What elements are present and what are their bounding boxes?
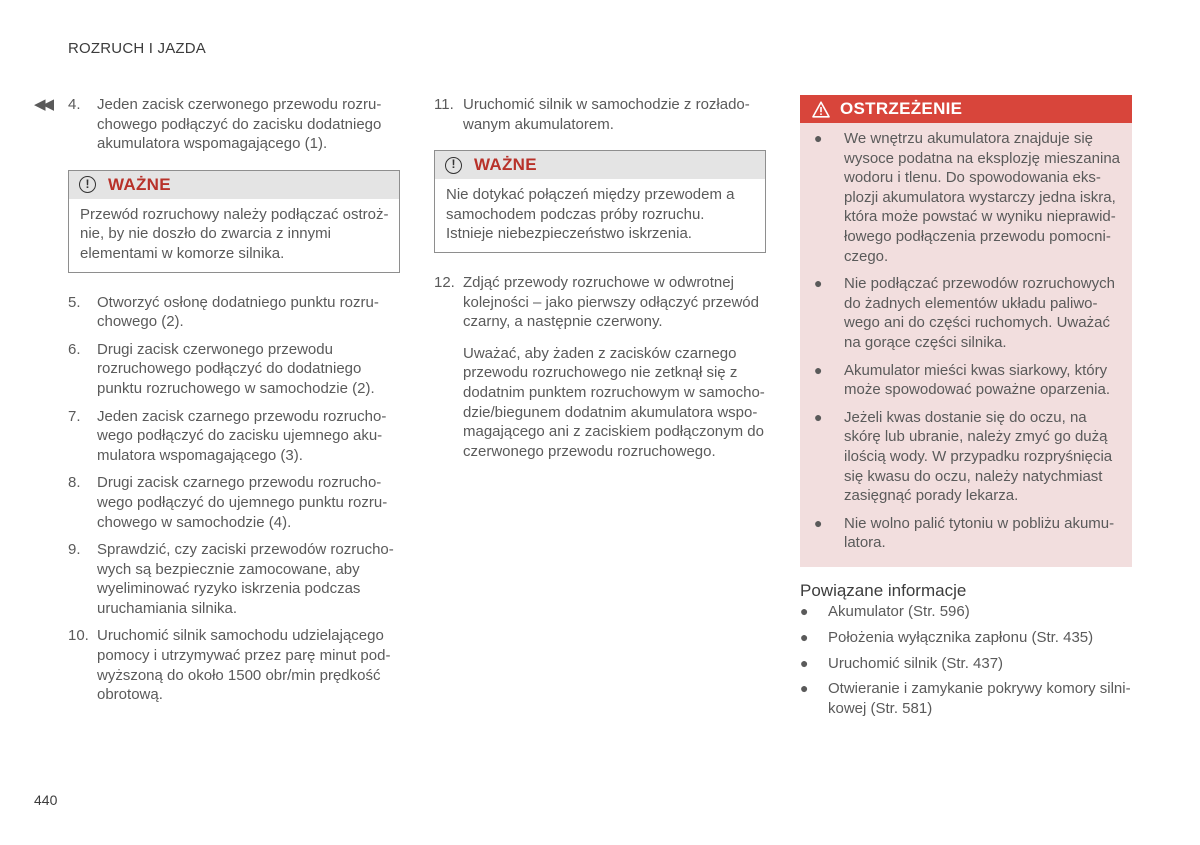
bullet-icon: ● xyxy=(800,603,809,620)
column-1 xyxy=(68,95,400,713)
step-number: 6. xyxy=(68,340,81,358)
bullet-icon: ● xyxy=(814,514,823,531)
note-header xyxy=(435,151,765,179)
step-text: Drugi zacisk czarnego przewodu rozruchowego podłączyć do ujemnego punktu rozruchowego w samochodzie (4). xyxy=(97,474,388,531)
note-text: Nie dotykać połączeń między przewodem a samochodem podczas próby rozruchu. Istnieje niebezpieczeństwo iskrzenia. xyxy=(446,186,735,243)
step-text: Drugi zacisk czerwonego przewodu rozruchowego podłączyć do dodatniego punktu rozruchowego w samochodzie (2). xyxy=(97,340,375,397)
important-note xyxy=(68,170,400,273)
warning-item-text: Jeżeli kwas dostanie się do oczu, na skórę lub ubranie, należy zmyć go dużą ilością wody. W przypadku rozpryśnięcia się kwasu do oczu, należy natychmiast zasięgnąć porady lekarza. xyxy=(844,408,1113,505)
step-number: 9. xyxy=(68,541,81,559)
note-text: Przewód rozruchowy należy podłączać ostrożnie, by nie doszło do zwarcia z innymi elementami w komorze silnika. xyxy=(80,205,389,262)
related-link[interactable] xyxy=(800,654,1132,674)
step-number: 4. xyxy=(68,96,81,113)
bullet-icon: ● xyxy=(814,275,823,292)
note-header xyxy=(69,171,399,199)
warning-item xyxy=(810,129,1120,266)
step-item xyxy=(68,340,400,399)
step-number: 8. xyxy=(68,474,81,492)
related-link-text[interactable]: Otwieranie i zamykanie pokrywy komory silnikowej (Str. 581) xyxy=(828,680,1131,717)
warning-item xyxy=(810,408,1120,506)
bullet-icon: ● xyxy=(800,654,809,671)
step-item xyxy=(434,95,766,134)
double-chevron-left-icon[interactable]: ◀◀ xyxy=(34,96,52,113)
related-link[interactable] xyxy=(800,628,1132,648)
warning-list xyxy=(800,123,1132,567)
warning-item-text: Nie podłączać przewodów rozruchowych do żadnych elementów układu paliwowego ani do części ruchomych. Uważać na gorące części silnika. xyxy=(844,275,1115,351)
related-link-text[interactable]: Położenia wyłącznika zapłonu (Str. 435) xyxy=(828,629,1094,647)
related-link[interactable] xyxy=(800,602,1132,622)
step-text: Sprawdzić, czy zaciski przewodów rozruchowych są bezpiecznie zamocowane, aby wyeliminować ryzyko iskrzenia podczas uruchamiania silnika. xyxy=(97,541,394,617)
step-item xyxy=(68,626,400,704)
warning-item xyxy=(810,361,1120,400)
step-text: Uruchomić silnik w samochodzie z rozładowanym akumulatorem. xyxy=(463,96,750,133)
note-title: WAŻNE xyxy=(474,155,537,175)
related-info-heading: Powiązane informacje xyxy=(800,580,967,600)
step-item xyxy=(68,95,400,154)
exclamation-circle-icon: ! xyxy=(445,157,462,174)
column-3 xyxy=(800,95,1132,724)
step-item xyxy=(68,540,400,618)
related-link-text[interactable]: Akumulator (Str. 596) xyxy=(828,603,970,621)
step-number: 5. xyxy=(68,293,81,311)
step-item xyxy=(68,293,400,332)
step-text: Otworzyć osłonę dodatniego punktu rozruchowego (2). xyxy=(97,293,379,331)
step-number: 12. xyxy=(434,273,455,291)
warning-item-text: Nie wolno palić tytoniu w pobliżu akumulatora. xyxy=(844,514,1115,552)
warning-item-text: Akumulator mieści kwas siarkowy, który może spowodować poważne oparzenia. xyxy=(844,361,1110,399)
bullet-icon: ● xyxy=(814,130,823,146)
step-text: Zdjąć przewody rozruchowe w odwrotnej kolejności – jako pierwszy odłączyć przewód czarny, a następnie czerwony. xyxy=(463,273,759,331)
bullet-icon: ● xyxy=(800,680,809,697)
important-note xyxy=(434,150,766,253)
bullet-icon: ● xyxy=(814,408,823,425)
warning-title: OSTRZEŻENIE xyxy=(840,99,963,119)
step-item xyxy=(434,273,766,332)
warning-item xyxy=(810,514,1120,553)
step-item xyxy=(68,473,400,532)
note-title: WAŻNE xyxy=(108,174,171,194)
step-text: Jeden zacisk czarnego przewodu rozruchowego podłączyć do zacisku ujemnego akumulatora wspomagającego (3). xyxy=(97,407,387,464)
step-number: 10. xyxy=(68,627,89,645)
step-paragraph: Uważać, aby żaden z zacisków czarnego przewodu rozruchowego nie zetknął się z dodatnim punktem rozruchowym w samochodzie/biegunem dodatnim akumulatora wspomagającego ani z zaciskiem podłączonym do czerwonego przewodu rozruchowego. xyxy=(463,344,765,460)
bullet-icon: ● xyxy=(800,629,809,646)
step-text: Uruchomić silnik samochodu udzielającego pomocy i utrzymywać przez parę minut podwyższoną do około 1500 obr/min prędkość obrotową. xyxy=(97,627,391,704)
page-number: 440 xyxy=(34,792,58,808)
step-item xyxy=(68,407,400,466)
section-title: ROZRUCH I JAZDA xyxy=(68,40,206,57)
column-2 xyxy=(434,95,766,461)
warning-header xyxy=(800,95,1132,123)
step-number: 11. xyxy=(434,96,454,113)
related-link[interactable] xyxy=(800,679,1132,718)
bullet-icon: ● xyxy=(814,361,823,378)
warning-item-text: We wnętrzu akumulatora znajduje się wysoce podatna na eksplozję mieszanina wodoru i tlenu. Do spowodowania eksplozji akumulatora wystarczy jedna iskra, która może powstać w wyniku nieprawidłowego podłączenia przewodu pomocniczego. xyxy=(844,130,1120,265)
warning-triangle-icon xyxy=(812,101,830,118)
exclamation-circle-icon: ! xyxy=(79,176,96,193)
step-number: 7. xyxy=(68,407,81,425)
related-link-text[interactable]: Uruchomić silnik (Str. 437) xyxy=(828,654,1004,672)
warning-box xyxy=(800,95,1132,567)
step-text: Jeden zacisk czerwonego przewodu rozruchowego podłączyć do zacisku dodatniego akumulatora wspomagającego (1). xyxy=(97,96,382,153)
warning-item xyxy=(810,274,1120,352)
